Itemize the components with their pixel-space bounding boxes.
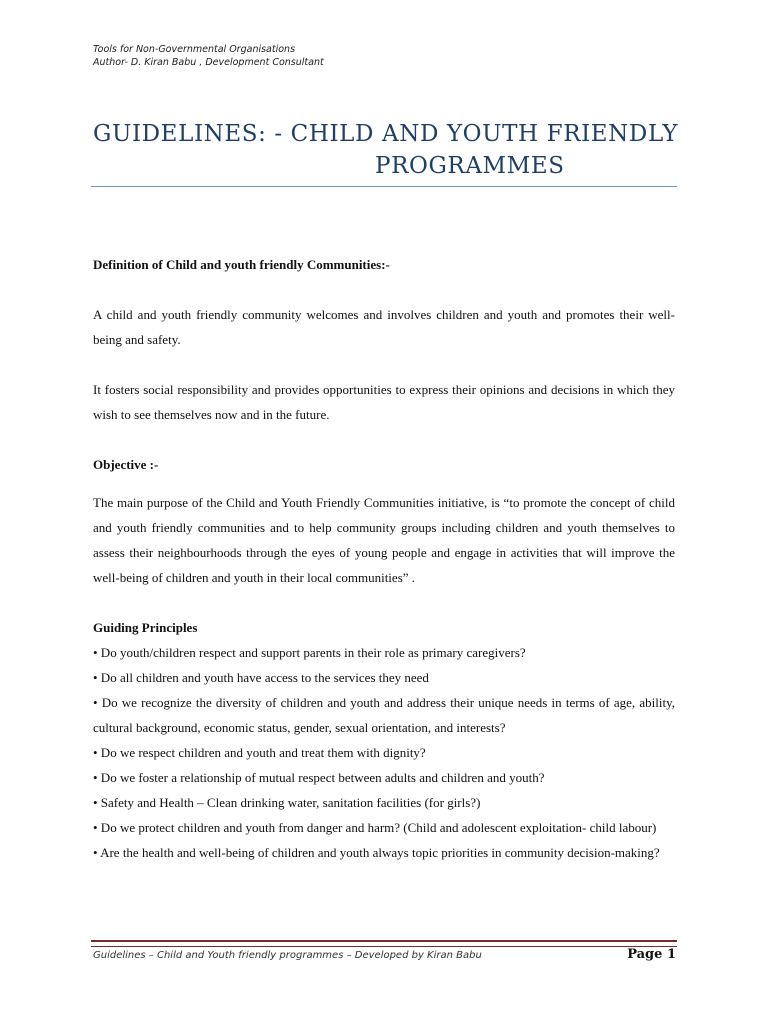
principle-item: • Do we protect children and youth from danger and harm? (Child and adolescent exploitation- child labour) (93, 820, 657, 835)
principle-item: • Do we foster a relationship of mutual respect between adults and children and youth? (93, 770, 545, 785)
title-line-1: GUIDELINES: - CHILD AND YOUTH FRIENDLY (93, 121, 679, 147)
header-line-author: Author- D. Kiran Babu , Development Consultant (93, 57, 324, 68)
footer-caption: Guidelines – Child and Youth friendly programmes – Developed by Kiran Babu (93, 950, 482, 961)
objective-paragraph: The main purpose of the Child and Youth Friendly Communities initiative, is “to promote the concept of child and youth friendly communities and to help community groups including children and youth themselves to assess their neighbourhoods through the eyes of young people and engage in activities that will improve the well-being of children and youth in their local communities” . (93, 495, 675, 585)
definition-paragraph-2: It fosters social responsibility and provides opportunities to express their opinions and decisions in which they wish to see themselves now and in the future. (93, 382, 675, 422)
document-header (93, 43, 324, 69)
definition-heading: Definition of Child and youth friendly Communities:- (93, 257, 390, 272)
principle-item: • Do youth/children respect and support parents in their role as primary caregivers? (93, 645, 526, 660)
title-line-2: PROGRAMMES (375, 153, 565, 179)
principles-heading: Guiding Principles (93, 620, 198, 635)
title-divider (91, 186, 677, 187)
principle-item: • Safety and Health – Clean drinking water, sanitation facilities (for girls?) (93, 795, 481, 810)
principle-item: • Do we recognize the diversity of children and youth and address their unique needs in terms of age, ability, cultural background, economic status, gender, sexual orientation, and interests? (93, 695, 675, 735)
header-line-organisation: Tools for Non-Governmental Organisations (93, 44, 296, 55)
spacer (93, 477, 675, 490)
principle-item: • Do all children and youth have access to the services they need (93, 670, 429, 685)
spacer (93, 352, 675, 377)
principle-item: • Are the health and well-being of children and youth always topic priorities in community decision-making? (93, 845, 660, 860)
definition-paragraph-1: A child and youth friendly community welcomes and involves children and youth and promotes their well-being and safety. (93, 307, 675, 347)
footer-divider (91, 940, 677, 947)
page-title (93, 118, 678, 182)
objective-heading: Objective :- (93, 457, 159, 472)
principle-item: • Do we respect children and youth and treat them with dignity? (93, 745, 426, 760)
spacer (93, 277, 675, 302)
page-number: Page 1 (627, 947, 676, 962)
spacer (93, 427, 675, 452)
spacer (93, 590, 675, 615)
document-body (93, 252, 675, 865)
